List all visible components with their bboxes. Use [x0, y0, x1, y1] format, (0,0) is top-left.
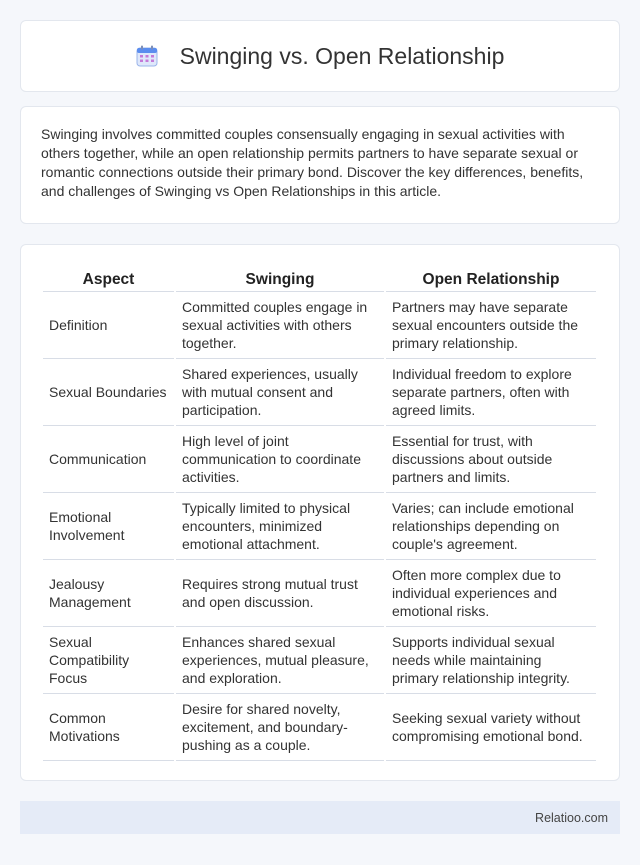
table-row [43, 694, 596, 761]
table-row [43, 560, 596, 627]
aspect-cell: Sexual Compatibility Focus [43, 627, 174, 694]
table-row [43, 426, 596, 493]
column-header-swinging: Swinging [176, 269, 384, 292]
open-relationship-cell: Often more complex due to individual experiences and emotional risks. [386, 560, 596, 627]
open-relationship-cell: Varies; can include emotional relationships depending on couple's agreement. [386, 493, 596, 560]
aspect-cell: Definition [43, 292, 174, 359]
table-row [43, 359, 596, 426]
swinging-cell: High level of joint communication to coordinate activities. [176, 426, 384, 493]
swinging-cell: Enhances shared sexual experiences, mutual pleasure, and exploration. [176, 627, 384, 694]
swinging-cell: Typically limited to physical encounters, minimized emotional attachment. [176, 493, 384, 560]
aspect-cell: Communication [43, 426, 174, 493]
swinging-cell: Shared experiences, usually with mutual consent and participation. [176, 359, 384, 426]
comparison-table [41, 269, 598, 761]
aspect-cell: Emotional Involvement [43, 493, 174, 560]
table-header-row [43, 269, 596, 292]
table-row [43, 627, 596, 694]
open-relationship-cell: Essential for trust, with discussions about outside partners and limits. [386, 426, 596, 493]
table-row [43, 292, 596, 359]
calendar-icon [136, 45, 158, 67]
open-relationship-cell: Seeking sexual variety without compromising emotional bond. [386, 694, 596, 761]
footer-brand-link[interactable]: Relatioo.com [535, 810, 608, 825]
aspect-cell: Sexual Boundaries [43, 359, 174, 426]
intro-text: Swinging involves committed couples consensually engaging in sexual activities with others together, while an open relationship permits partners to have separate sexual or romantic connections outside their primary bond. Discover the key differences, benefits, and challenges of Swinging vs Open Relationships in this article. [41, 126, 584, 199]
intro-card [20, 106, 620, 224]
column-header-aspect: Aspect [43, 269, 174, 292]
comparison-table-card [20, 244, 620, 781]
column-header-open-relationship: Open Relationship [386, 269, 596, 292]
aspect-cell: Common Motivations [43, 694, 174, 761]
table-row [43, 493, 596, 560]
footer [20, 801, 620, 834]
open-relationship-cell: Individual freedom to explore separate partners, often with agreed limits. [386, 359, 596, 426]
open-relationship-cell: Supports individual sexual needs while maintaining primary relationship integrity. [386, 627, 596, 694]
header-card [20, 20, 620, 92]
swinging-cell: Desire for shared novelty, excitement, and boundary-pushing as a couple. [176, 694, 384, 761]
aspect-cell: Jealousy Management [43, 560, 174, 627]
page-title: Swinging vs. Open Relationship [179, 42, 505, 69]
swinging-cell: Committed couples engage in sexual activities with others together. [176, 292, 384, 359]
open-relationship-cell: Partners may have separate sexual encounters outside the primary relationship. [386, 292, 596, 359]
swinging-cell: Requires strong mutual trust and open discussion. [176, 560, 384, 627]
